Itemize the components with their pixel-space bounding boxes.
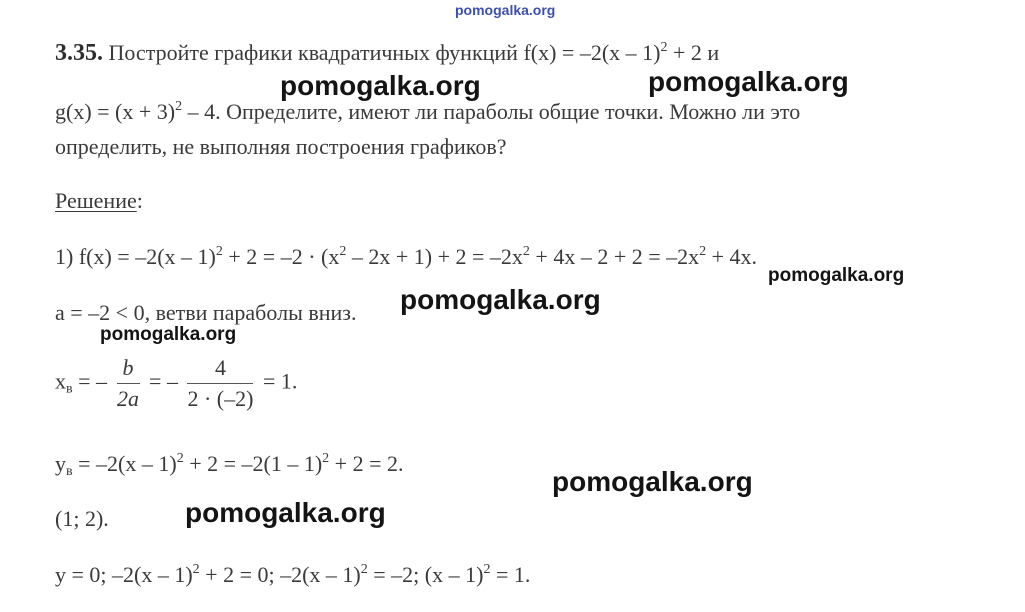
problem-number: 3.35. bbox=[55, 40, 103, 66]
fraction-numerator: 4 bbox=[187, 355, 253, 384]
exponent: 2 bbox=[322, 451, 330, 466]
math-text: = 1. bbox=[490, 562, 531, 587]
math-text: a = –2 < 0, ветви параболы вниз. bbox=[55, 300, 357, 325]
watermark: pomogalka.org bbox=[280, 70, 481, 101]
math-text: + 4x – 2 + 2 = –2x bbox=[529, 244, 700, 269]
watermark: pomogalka.org bbox=[185, 497, 386, 528]
watermark: pomogalka.org bbox=[768, 265, 905, 286]
problem-line-3 bbox=[55, 134, 507, 160]
exponent: 2 bbox=[360, 562, 368, 577]
subscript: в bbox=[66, 381, 73, 397]
fraction-4-over-2-times-minus-2 bbox=[187, 355, 253, 412]
watermark: pomogalka.org bbox=[552, 466, 753, 497]
watermark: pomogalka.org bbox=[100, 324, 237, 345]
math-text: (1; 2). bbox=[55, 506, 109, 531]
problem-text: Постройте графики квадратичных функций f(x) = –2(x – 1) bbox=[108, 40, 661, 65]
fraction-denominator: 2 · (–2) bbox=[187, 386, 254, 411]
fraction-b-over-2a bbox=[117, 355, 140, 412]
exponent: 2 bbox=[483, 562, 491, 577]
exponent: 2 bbox=[699, 244, 707, 259]
math-text: = – bbox=[149, 368, 178, 394]
xv-label: x bbox=[55, 368, 66, 394]
solution-heading bbox=[55, 188, 143, 214]
problem-line-2 bbox=[55, 99, 800, 125]
yv-label: y bbox=[55, 451, 66, 476]
problem-text: + 2 и bbox=[667, 40, 720, 65]
watermark: pomogalka.org bbox=[400, 284, 601, 315]
problem-text: определить, не выполняя построения графиков? bbox=[55, 134, 507, 159]
solution-xv-line bbox=[55, 355, 297, 412]
math-text: + 4x. bbox=[706, 244, 758, 269]
exponent: 2 bbox=[522, 244, 530, 259]
math-text: y = 0; –2(x – 1) bbox=[55, 562, 193, 587]
exponent: 2 bbox=[339, 244, 347, 259]
math-text: + 2 = 0; –2(x – 1) bbox=[199, 562, 361, 587]
math-text: – 2x + 1) + 2 = –2x bbox=[346, 244, 523, 269]
solution-heading-text: Решение bbox=[55, 188, 137, 213]
exponent: 2 bbox=[176, 451, 184, 466]
solution-last-line bbox=[55, 562, 530, 588]
exponent: 2 bbox=[215, 244, 223, 259]
solution-step-1 bbox=[55, 244, 757, 270]
solution-vertex bbox=[55, 506, 109, 532]
fraction-denominator: 2a bbox=[117, 386, 140, 411]
problem-line-1 bbox=[55, 40, 719, 67]
solution-a-line bbox=[55, 300, 356, 326]
watermark-top: pomogalka.org bbox=[455, 2, 556, 18]
problem-text: – 4. Определите, имеют ли параболы общие точки. Можно ли это bbox=[182, 99, 801, 124]
exponent: 2 bbox=[175, 99, 183, 114]
exponent: 2 bbox=[660, 40, 668, 55]
math-text: 1) f(x) = –2(x – 1) bbox=[55, 244, 216, 269]
math-text: = 1. bbox=[262, 368, 298, 394]
math-text: = –2(x – 1) bbox=[72, 451, 177, 476]
fraction-numerator: b bbox=[117, 355, 140, 384]
solution-heading-colon: : bbox=[136, 188, 143, 213]
math-text: = –2; (x – 1) bbox=[367, 562, 484, 587]
math-text: + 2 = –2(1 – 1) bbox=[183, 451, 323, 476]
math-text: + 2 = –2 · (x bbox=[222, 244, 340, 269]
math-text: + 2 = 2. bbox=[329, 451, 404, 476]
watermark: pomogalka.org bbox=[648, 66, 849, 97]
exponent: 2 bbox=[192, 562, 200, 577]
problem-text: g(x) = (x + 3) bbox=[55, 99, 176, 124]
solution-yv-line bbox=[55, 451, 403, 477]
math-text: = – bbox=[72, 368, 108, 394]
subscript: в bbox=[66, 464, 73, 479]
